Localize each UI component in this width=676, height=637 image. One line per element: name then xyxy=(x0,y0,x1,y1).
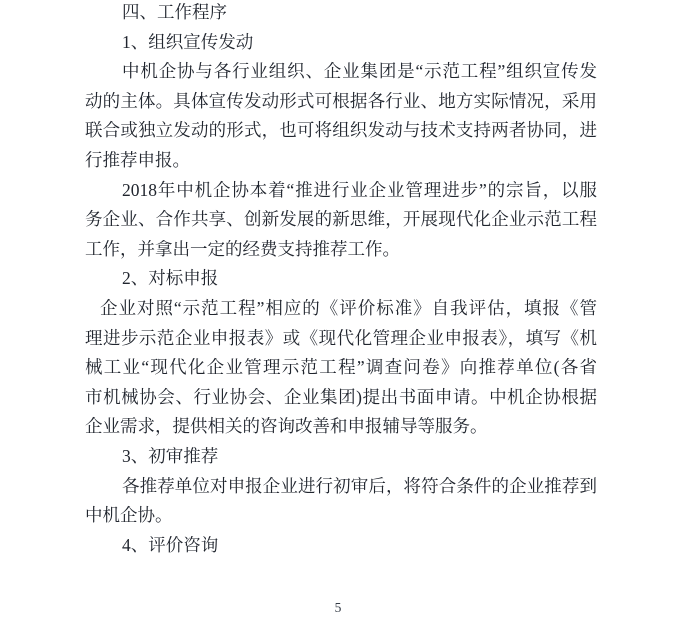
paragraph-line: 理进步示范企业申报表》或《现代化管理企业申报表》，填写《机 xyxy=(85,327,597,348)
paragraph-line: 动的主体。具体宣传发动形式可根据各行业、地方实际情况，采用 xyxy=(85,90,597,111)
item-heading-1: 1、组织宣传发动 xyxy=(122,31,254,52)
paragraph-line: 各推荐单位对申报企业进行初审后，将符合条件的企业推荐到 xyxy=(122,475,597,496)
paragraph-line: 市机械协会、行业协会、企业集团)提出书面申请。中机企协根据 xyxy=(85,386,597,407)
section-heading-work-procedure: 四、工作程序 xyxy=(122,2,227,22)
paragraph-line: 中机企协与各行业组织、企业集团是“示范工程”组织宣传发 xyxy=(122,61,597,82)
paragraph-line: 务企业、合作共享、创新发展的新思维，开展现代化企业示范工程 xyxy=(85,209,597,230)
item-heading-3: 3、初审推荐 xyxy=(122,445,219,466)
paragraph-line: 行推荐申报。 xyxy=(85,149,190,170)
paragraph-line: 械工业“现代化企业管理示范工程”调查问卷》向推荐单位(各省 xyxy=(85,357,597,378)
paragraph-line: 企业需求，提供相关的咨询改善和申报辅导等服务。 xyxy=(85,416,488,437)
paragraph-line: 企业对照“示范工程”相应的《评价标准》自我评估，填报《管 xyxy=(100,297,597,318)
paragraph-line: 2018年中机企协本着“推进行业企业管理进步”的宗旨，以服 xyxy=(122,179,597,200)
document-body xyxy=(85,0,597,560)
paragraph-line: 联合或独立发动的形式，也可将组织发动与技术支持两者协同，进 xyxy=(85,120,597,141)
paragraph-line: 中机企协。 xyxy=(85,505,173,526)
item-heading-4: 4、评价咨询 xyxy=(122,534,219,555)
item-heading-2: 2、对标申报 xyxy=(122,268,219,289)
paragraph-line: 工作，并拿出一定的经费支持推荐工作。 xyxy=(85,238,400,259)
page-number: 5 xyxy=(334,600,342,615)
